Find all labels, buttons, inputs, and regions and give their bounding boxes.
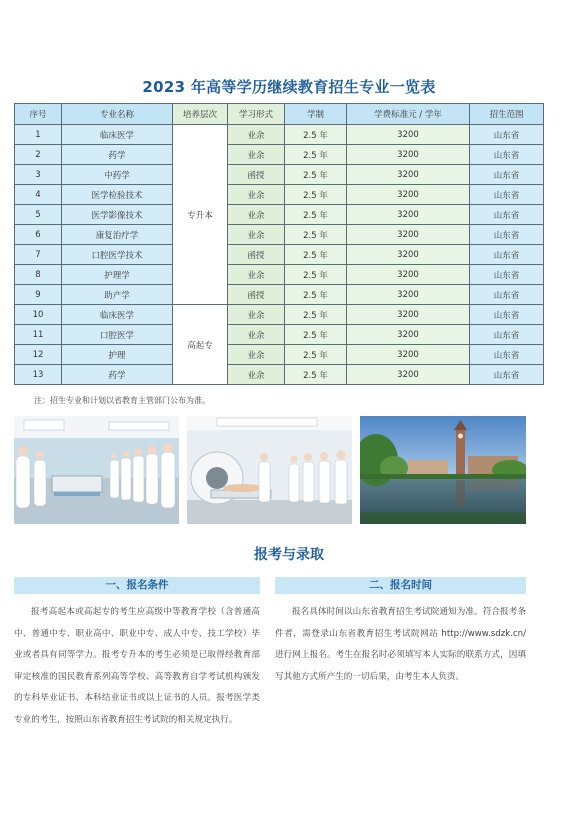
cell-no: 10 bbox=[15, 305, 62, 325]
cell-fee: 3200 bbox=[347, 325, 470, 345]
page-title: 2023 年高等学历继续教育招生专业一览表 bbox=[142, 78, 436, 96]
cell-scope: 山东省 bbox=[470, 245, 544, 265]
cell-form: 函授 bbox=[228, 165, 285, 185]
table-row bbox=[15, 165, 544, 185]
cell-fee: 3200 bbox=[347, 305, 470, 325]
cell-years: 2.5 年 bbox=[285, 285, 347, 305]
cell-form: 业余 bbox=[228, 325, 285, 345]
cell-no: 12 bbox=[15, 345, 62, 365]
cell-fee: 3200 bbox=[347, 145, 470, 165]
conditions-text: 报考高起本或高起专的考生应高级中等教育学校（含普通高中、普通中专、职业高中、职业中专、成人中专、技工学校）毕业或者具有同等学力。报考专升本的考生必须是已取得经教育部审定核准的国民教育系列高等学校、高等教育自学考试机构颁发的专科毕业证书、本科结业证书或以上证书的人员。报考医学类专业的考生，按照山东省教育招生考试院的相关规定执行。 bbox=[14, 607, 260, 725]
cell-fee: 3200 bbox=[347, 285, 470, 305]
cell-fee: 3200 bbox=[347, 225, 470, 245]
cell-years: 2.5 年 bbox=[285, 305, 347, 325]
cell-no: 5 bbox=[15, 205, 62, 225]
cell-scope: 山东省 bbox=[470, 345, 544, 365]
cell-scope: 山东省 bbox=[470, 125, 544, 145]
cell-fee: 3200 bbox=[347, 185, 470, 205]
programs-table bbox=[14, 103, 544, 385]
header-years: 学制 bbox=[285, 104, 347, 125]
cell-major: 口腔医学技术 bbox=[62, 245, 173, 265]
cell-major: 口腔医学 bbox=[62, 325, 173, 345]
header-major: 专业名称 bbox=[62, 104, 173, 125]
cell-fee: 3200 bbox=[347, 345, 470, 365]
cell-no: 13 bbox=[15, 365, 62, 385]
cell-years: 2.5 年 bbox=[285, 325, 347, 345]
cell-major: 助产学 bbox=[62, 285, 173, 305]
cell-scope: 山东省 bbox=[470, 185, 544, 205]
header-form: 学习形式 bbox=[228, 104, 285, 125]
cell-years: 2.5 年 bbox=[285, 225, 347, 245]
cell-form: 业余 bbox=[228, 225, 285, 245]
cell-form: 函授 bbox=[228, 285, 285, 305]
table-row bbox=[15, 225, 544, 245]
conditions-heading: 一、报名条件 bbox=[14, 577, 260, 594]
table-row bbox=[15, 265, 544, 285]
cell-major: 中药学 bbox=[62, 165, 173, 185]
table-row bbox=[15, 325, 544, 345]
cell-fee: 3200 bbox=[347, 205, 470, 225]
cell-scope: 山东省 bbox=[470, 265, 544, 285]
cell-scope: 山东省 bbox=[470, 225, 544, 245]
cell-fee: 3200 bbox=[347, 165, 470, 185]
cell-fee: 3200 bbox=[347, 265, 470, 285]
cell-years: 2.5 年 bbox=[285, 265, 347, 285]
cell-no: 11 bbox=[15, 325, 62, 345]
cell-no: 1 bbox=[15, 125, 62, 145]
table-row bbox=[15, 365, 544, 385]
table-row bbox=[15, 145, 544, 165]
cell-major: 药学 bbox=[62, 145, 173, 165]
cell-form: 业余 bbox=[228, 345, 285, 365]
header-no: 序号 bbox=[15, 104, 62, 125]
cell-fee: 3200 bbox=[347, 365, 470, 385]
header-fee: 学费标准元 / 学年 bbox=[347, 104, 470, 125]
cell-form: 函授 bbox=[228, 245, 285, 265]
cell-level-upgrade: 专升本 bbox=[173, 125, 228, 305]
cell-no: 3 bbox=[15, 165, 62, 185]
cell-scope: 山东省 bbox=[470, 285, 544, 305]
cell-scope: 山东省 bbox=[470, 365, 544, 385]
cell-no: 7 bbox=[15, 245, 62, 265]
table-row bbox=[15, 205, 544, 225]
table-row bbox=[15, 125, 544, 145]
header-scope: 招生范围 bbox=[470, 104, 544, 125]
time-text: 报名具体时间以山东省教育招生考试院通知为准。符合报考条件者，需登录山东省教育招生考试院网站 http://www.sdzk.cn/ 进行网上报名。考生在报名时必须填写本人实际的联系方式，因填写其他方式所产生的一切后果，由考生本人负责。 bbox=[275, 607, 526, 682]
cell-fee: 3200 bbox=[347, 125, 470, 145]
cell-form: 业余 bbox=[228, 305, 285, 325]
cell-years: 2.5 年 bbox=[285, 185, 347, 205]
cell-major: 药学 bbox=[62, 365, 173, 385]
imaging-room-photo bbox=[187, 416, 352, 524]
table-note: 注：招生专业和计划以省教育主管部门公布为准。 bbox=[34, 396, 210, 405]
cell-major: 临床医学 bbox=[62, 305, 173, 325]
cell-form: 业余 bbox=[228, 125, 285, 145]
cell-form: 业余 bbox=[228, 365, 285, 385]
cell-form: 业余 bbox=[228, 205, 285, 225]
cell-scope: 山东省 bbox=[470, 205, 544, 225]
cell-years: 2.5 年 bbox=[285, 345, 347, 365]
cell-major: 医学影像技术 bbox=[62, 205, 173, 225]
cell-no: 9 bbox=[15, 285, 62, 305]
table-header-row bbox=[15, 104, 544, 125]
time-heading: 二、报名时间 bbox=[275, 577, 526, 594]
cell-years: 2.5 年 bbox=[285, 165, 347, 185]
cell-years: 2.5 年 bbox=[285, 245, 347, 265]
cell-major: 医学检验技术 bbox=[62, 185, 173, 205]
cell-years: 2.5 年 bbox=[285, 125, 347, 145]
cell-major: 护理 bbox=[62, 345, 173, 365]
cell-no: 6 bbox=[15, 225, 62, 245]
campus-lake-photo bbox=[360, 416, 526, 524]
nursing-training-photo bbox=[14, 416, 179, 524]
cell-major: 康复治疗学 bbox=[62, 225, 173, 245]
cell-scope: 山东省 bbox=[470, 325, 544, 345]
cell-fee: 3200 bbox=[347, 245, 470, 265]
table-row bbox=[15, 185, 544, 205]
cell-years: 2.5 年 bbox=[285, 145, 347, 165]
table-row bbox=[15, 305, 544, 325]
cell-years: 2.5 年 bbox=[285, 205, 347, 225]
cell-major: 护理学 bbox=[62, 265, 173, 285]
cell-scope: 山东省 bbox=[470, 305, 544, 325]
section-title: 报考与录取 bbox=[254, 547, 324, 563]
cell-no: 8 bbox=[15, 265, 62, 285]
table-row bbox=[15, 245, 544, 265]
cell-scope: 山东省 bbox=[470, 145, 544, 165]
cell-scope: 山东省 bbox=[470, 165, 544, 185]
table-row bbox=[15, 285, 544, 305]
cell-no: 2 bbox=[15, 145, 62, 165]
cell-major: 临床医学 bbox=[62, 125, 173, 145]
cell-no: 4 bbox=[15, 185, 62, 205]
cell-form: 业余 bbox=[228, 265, 285, 285]
cell-form: 业余 bbox=[228, 185, 285, 205]
cell-form: 业余 bbox=[228, 145, 285, 165]
cell-level-college: 高起专 bbox=[173, 305, 228, 385]
header-level: 培养层次 bbox=[173, 104, 228, 125]
cell-years: 2.5 年 bbox=[285, 365, 347, 385]
table-row bbox=[15, 345, 544, 365]
